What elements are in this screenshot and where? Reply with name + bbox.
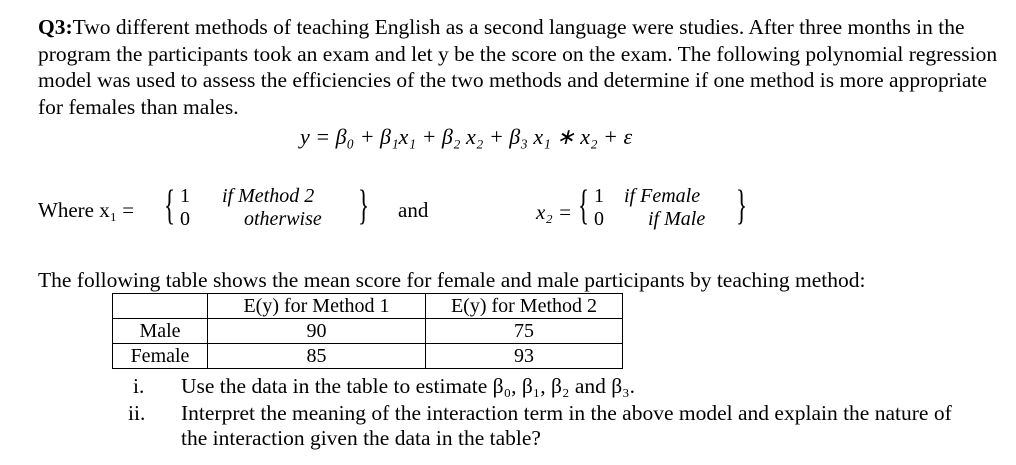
table-header-cell: E(y) for Method 2 [426,294,623,319]
x2-label: x₂ = [536,200,573,224]
x2-value-0: 0 [594,208,604,230]
mean-score-table [112,293,623,369]
table-cell: 75 [426,319,623,344]
table-header-row [113,294,623,319]
table-cell: 90 [208,319,426,344]
table-header-cell: E(y) for Method 1 [208,294,426,319]
subquestion-number: ii. [128,401,146,425]
row-label: Female [113,344,208,369]
x1-brace: { [164,183,176,229]
x2-condition-0: if Male [648,208,706,230]
table-cell: 85 [208,344,426,369]
and-label: and [398,198,429,222]
question-paragraph [38,14,998,120]
x1-closing-brace: } [358,183,370,229]
table-cell: 93 [426,344,623,369]
x1-condition-1: if Method 2 [222,185,315,207]
subquestion-text: Use the data in the table to estimate β₀, β₁, β₂ and β₃. [181,374,636,398]
x2-closing-brace: } [736,183,748,229]
question-label: Q3: [38,15,73,39]
x1-condition-0: otherwise [244,208,322,230]
x1-value-1: 1 [180,185,190,207]
subquestion-number: i. [133,374,145,398]
row-label: Male [113,319,208,344]
x2-condition-1: if Female [624,185,701,207]
x1-value-0: 0 [180,208,190,230]
subquestion-text: Interpret the meaning of the interaction term in the above model and explain the nature of the interaction given the data in the table? [181,401,952,450]
question-text: Two different methods of teaching English as a second language were studies. After three months in the program the participants took an exam and let y be the score on the exam. The following polynomial regression model was used to assess the efficiencies of the two methods and determine if one method is more appropriate for females than males. [38,15,998,119]
table-row [113,344,623,369]
x1-label: Where x₁ = [38,198,135,222]
table-row [113,319,623,344]
table-header-cell [113,294,208,319]
regression-equation: y = β₀ + β₁x₁ + β₂ x₂ + β₃ x₁ ∗ x₂ + ε [300,124,633,149]
x2-value-1: 1 [594,185,604,207]
x2-brace: { [578,183,590,229]
table-intro: The following table shows the mean score for female and male participants by teaching method: [38,268,866,292]
